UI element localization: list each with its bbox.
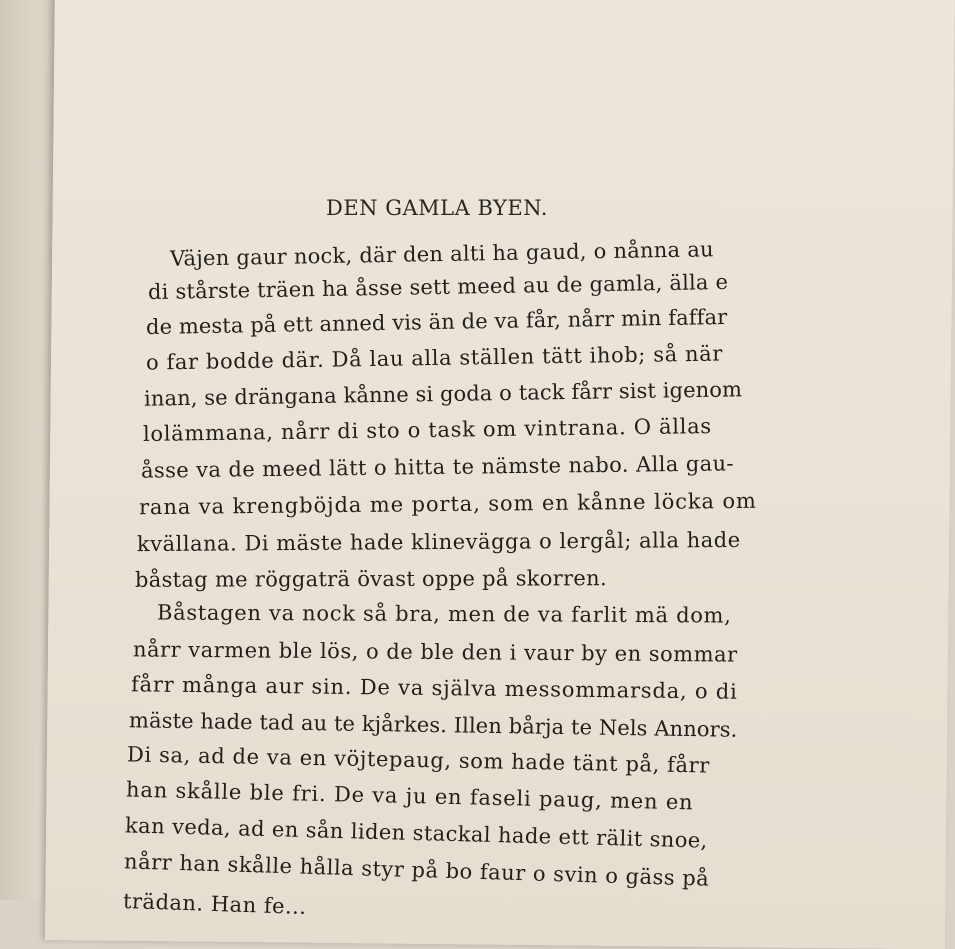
text-line: rana va krengböjda me porta, som en kånne löcka om	[138, 488, 757, 520]
text-line: inan, se drängana kånne si goda o tack fårr sist igenom	[143, 377, 743, 411]
text-line: nårr varmen ble lös, o de ble den i vaur by en sommar	[132, 637, 738, 667]
chapter-title: DEN GAMLA BYEN.	[326, 196, 548, 220]
text-line: di stårste träen ha åsse sett meed au de gamla, älla e	[147, 269, 729, 305]
text-line: båstag me röggaträ övast oppe på skorren.	[134, 566, 607, 592]
text-line: Båstagen va nock så bra, men de va farlit mä dom,	[156, 600, 732, 628]
text-line: fårr många aur sin. De va själva messommarsda, o di	[130, 672, 738, 704]
text-line: åsse va de meed lätt o hitta te nämste nabo. Alla gau-	[140, 451, 735, 483]
text-line: Väjen gaur nock, där den alti ha gaud, o nånna au	[169, 237, 714, 271]
text-line: Di sa, ad de va en vöjtepaug, som hade tänt på, fårr	[126, 742, 711, 778]
text-line: kan veda, ad en sån liden stackal hade ett rälit snoe,	[124, 813, 709, 853]
text-line: trädan. Han fe...	[122, 888, 307, 920]
text-line: lolämmana, nårr di sto o task om vintrana. O ällas	[142, 414, 712, 446]
text-line: o far bodde där. Då lau alla ställen tätt ihob; så när	[145, 341, 724, 375]
text-line: mäste hade tad au te kjårkes. Illen bårja te Nels Annors.	[128, 708, 738, 742]
text-line: kvällana. Di mäste hade klinevägga o lergål; alla hade	[136, 527, 741, 557]
text-line: han skålle ble fri. De va ju en faseli paug, men en	[125, 777, 694, 815]
text-line: nårr han skålle hålla styr på bo faur o svin o gäss på	[123, 849, 710, 891]
text-line: de mesta på ett anned vis än de va får, nårr min faffar	[145, 304, 728, 340]
